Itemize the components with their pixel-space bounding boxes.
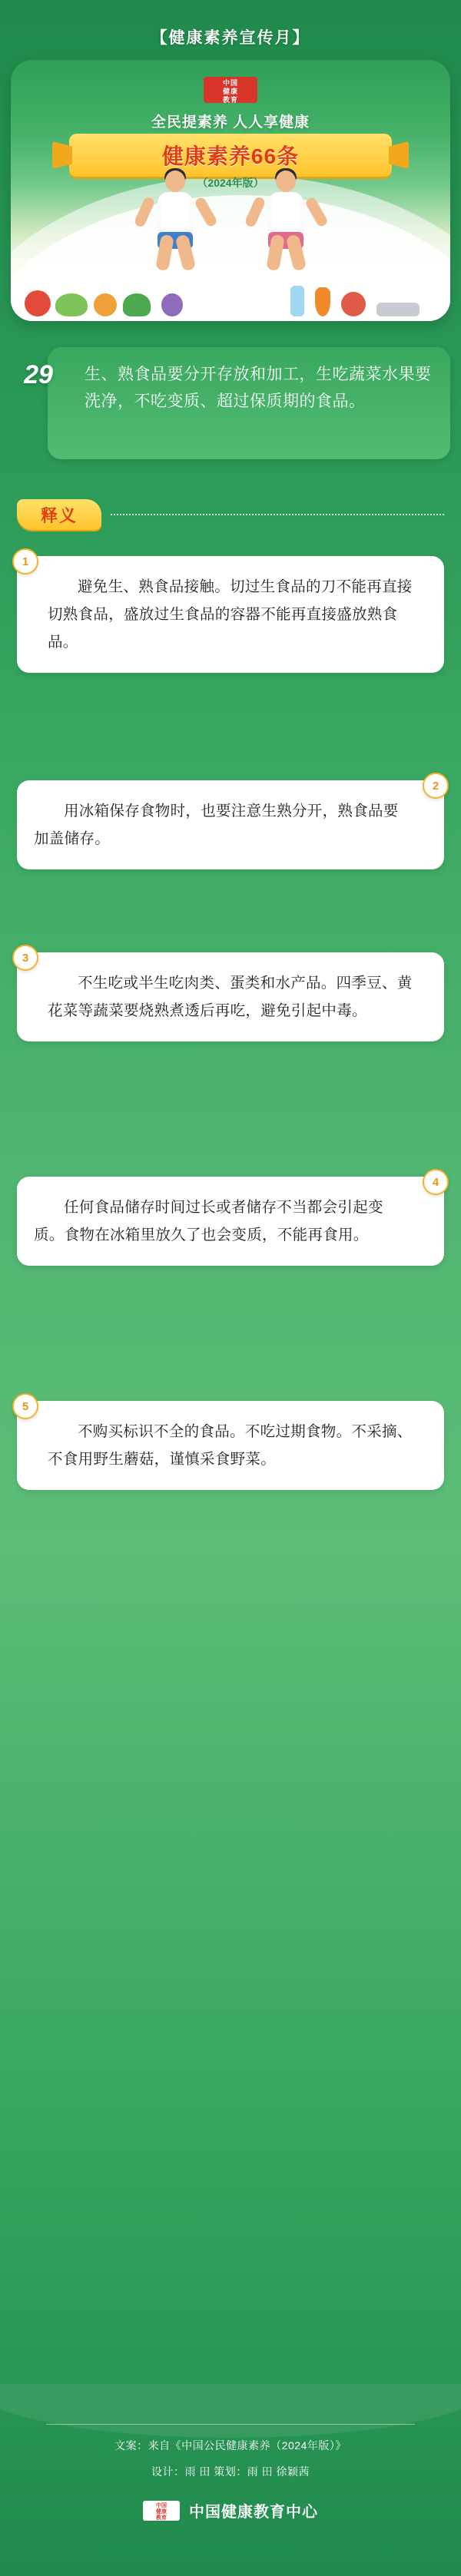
female-body [268,192,303,237]
tomato-icon [25,290,51,316]
china-health-education-logo: 中国 健康 教育 [143,2501,180,2521]
orange-icon [94,293,117,316]
grapes-icon [161,293,183,316]
male-head [165,171,185,192]
page-title: 【健康素养宣传月】 [151,29,310,47]
apple-icon [341,292,366,316]
hero-slogan: 全民提素养 人人享健康 [151,114,310,131]
item-card [17,1401,444,1490]
item-card [17,780,444,869]
list-item [17,952,444,1041]
food-illustration-row [11,266,450,321]
item-number-badge: 5 [12,1393,38,1419]
female-arm-left [244,196,266,228]
water-bottle-icon [290,286,304,316]
section-header-shiyi [17,498,444,531]
statement-number: 29 [24,359,53,389]
footer-wave-decoration [0,2384,461,2438]
item-card [17,952,444,1041]
section-dotted-divider [111,514,444,515]
item-card [17,556,444,673]
item-number-badge: 3 [12,945,38,971]
hero-card [11,60,450,321]
item-number-badge: 1 [12,548,38,574]
list-item [17,1401,444,1490]
section-tag-label: 释义 [17,499,101,530]
list-item [17,556,444,673]
dumbbell-icon [376,303,420,316]
footer-org-name: 中国健康教育中心 [189,2504,318,2521]
footer-credit-staff: 设计：雨 田 策划：雨 田 徐颖茜 [151,2465,310,2478]
item-text: 避免生、熟食品接触。切过生食品的刀不能再直接切熟食品，盛放过生食品的容器不能再直接盛放熟食品。 [48,578,413,651]
male-arm-right [194,196,218,228]
male-body [158,192,193,237]
hero-version: （2024年版） [197,177,264,189]
item-card [17,1177,444,1266]
item-text: 不生吃或半生吃肉类、蛋类和水产品。四季豆、黄花菜等蔬菜要烧熟煮透后再吃，避免引起中毒。 [48,975,413,1019]
item-number-badge: 4 [423,1169,449,1195]
list-item [17,1177,444,1266]
carrot-icon [315,287,330,316]
footer-credit-source: 文案：来自《中国公民健康素养（2024年版）》 [114,2439,347,2452]
footer-divider [46,2424,415,2425]
item-text: 用冰箱保存食物时，也要注意生熟分开，熟食品要加盖储存。 [34,803,399,847]
footer [0,2384,461,2576]
list-item [17,780,444,869]
item-text: 任何食品储存时间过长或者储存不当都会引起变质。食物在冰箱里放久了也会变质，不能再食用。 [34,1199,383,1243]
footer-brand [0,2499,461,2521]
lettuce-icon [55,293,88,316]
item-number-badge: 2 [423,773,449,799]
hero-banner-title: 健康素养66条 [161,144,300,168]
item-text: 不购买标识不全的食品。不吃过期食物。不采摘、不食用野生蘑菇，谨慎采食野菜。 [48,1423,413,1468]
statement-text: 生、熟食品要分开存放和加工，生吃蔬菜水果要洗净，不吃变质、超过保质期的食品。 [48,347,450,459]
female-head [276,171,296,192]
china-health-education-logo: 中国 健康 教育 [204,77,257,103]
broccoli-icon [123,293,151,316]
